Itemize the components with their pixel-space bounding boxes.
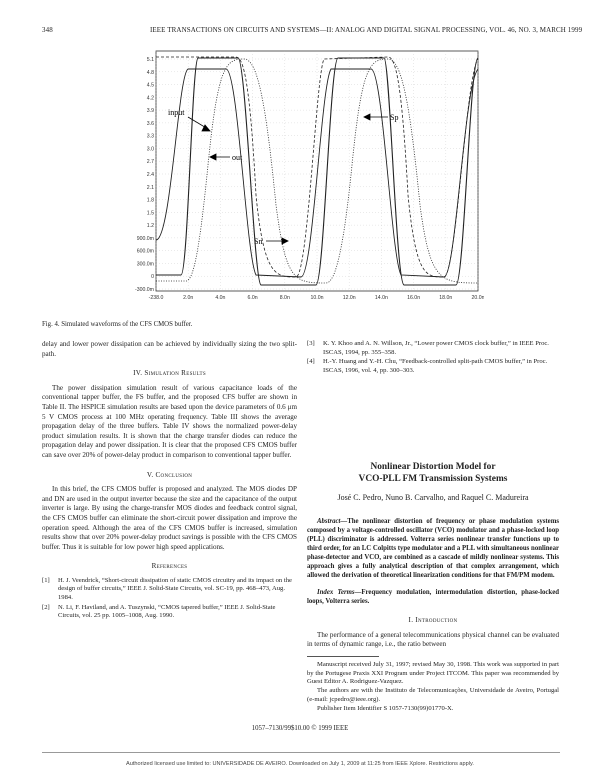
y-tick-label: 3.3 <box>146 133 154 140</box>
paper-title-line: VCO-PLL FM Transmission Systems <box>358 474 508 485</box>
reference-number: [3] <box>307 340 315 347</box>
index-terms-text: Frequency modulation, intermodulation distortion, phase-locked loops, Volterra series. <box>307 588 559 605</box>
reference-text: H.-Y. Huang and Y.-H. Chu, “Feedback-controlled split-path CMOS buffer,” in Proc. ISCAS, 1996, vol. 4, pp. 300–303. <box>323 358 548 374</box>
figure-caption: Fig. 4. Simulated waveforms of the CFS CMOS buffer. <box>42 321 193 328</box>
paragraph-introduction: The performance of a general telecommunications physical channel can be evaluated in terms of dynamic range, i.e., the ratio between <box>307 630 559 649</box>
abstract-text: The nonlinear distortion of frequency or phase modulation systems composed by a voltage-controlled oscillator (VCO) modulator and a phase-locked loop (PLL) discriminator is addressed. Volterra series nonlinear transfer functions up to third order, for an LC Colpitts type modulator and a PLL with simultaneous nonlinear phase-detector and VCO, are combined as a cascade of mildly nonlinear systems. This approach gives a fully analytical description of that complex arrangement, which allowed the derivation of theoretical linearization conditions for that FM/PM modem. <box>307 517 559 579</box>
plot-grid <box>156 51 478 291</box>
x-tick-label: 14.0n <box>374 295 388 301</box>
x-tick-label: 8.0n <box>279 295 290 301</box>
references-heading: References <box>151 562 188 571</box>
y-tick-label: 3.6 <box>146 120 154 127</box>
label-out: out <box>232 153 243 162</box>
x-tick-label: 4.0n <box>215 295 226 301</box>
y-tick-label: 1.2 <box>146 223 154 230</box>
y-tick-labels <box>135 57 154 293</box>
x-tick-label: 2.0n <box>183 295 194 301</box>
x-tick-labels <box>149 295 484 301</box>
abstract-label: Abstract— <box>317 517 348 525</box>
y-tick-label: 0 <box>151 274 154 281</box>
x-tick-label: -238.0 <box>148 295 164 301</box>
y-tick-label: 1.8 <box>146 197 154 204</box>
reference-number: [2] <box>42 603 50 611</box>
y-tick-label: 3.0 <box>146 146 154 153</box>
x-tick-label: 12.0n <box>342 295 356 301</box>
label-sn: Sn <box>254 237 263 246</box>
section-heading-simulation: IV. Simulation Results <box>133 369 206 378</box>
y-tick-label: 4.5 <box>146 82 154 89</box>
y-tick-label: -300.0m <box>134 287 154 293</box>
y-tick-label: 5.1 <box>146 57 154 63</box>
x-tick-label: 16.0n <box>407 295 421 301</box>
abstract <box>307 517 559 580</box>
reference-item <box>307 340 559 357</box>
y-tick-label: 1.5 <box>146 210 154 217</box>
y-tick-label: 2.1 <box>146 184 154 191</box>
footnote: The authors are with the Instituto de Telecomunicações, Universidade de Aveiro, Portugal (e-mail: jcpedro@ieee.org). <box>307 687 559 703</box>
label-sp: Sp <box>390 113 399 122</box>
footnote: Publisher Item Identifier S 1057-7130(99)01770-X. <box>317 704 454 712</box>
waveform-plot <box>126 45 484 313</box>
out-arrow-head <box>210 154 216 160</box>
journal-header: IEEE TRANSACTIONS ON CIRCUITS AND SYSTEMS—II: ANALOG AND DIGITAL SIGNAL PROCESSING, VOL. 46, NO. 3, MARCH 1999 <box>150 26 583 34</box>
reference-number: [4] <box>307 358 315 366</box>
x-tick-label: 18.0n <box>439 295 453 301</box>
footnote: Manuscript received July 31, 1997; revised May 30, 1998. This work was supported in part by the Portugese Praxis XXI Program under Project ITCOM. This paper was recommended by Guest Editor A. Rodriguez-Vazquez. <box>307 660 559 686</box>
y-tick-label: 300.0m <box>136 261 154 268</box>
reference-text: N. Li, F. Haviland, and A. Tuszynski, “CMOS tapered buffer,” IEEE J. Solid-State Circuits, vol. 25 pp. 1005–1008, Aug. 1990. <box>58 603 276 620</box>
reference-item <box>307 358 559 375</box>
reference-text: H. J. Veendrick, “Short-circuit dissipation of static CMOS circuitry and its impact on the design of buffer circuits,” IEEE J. Solid-State Circuits, vol. SC-19, pp. 468–473, Aug. 1984. <box>58 576 292 602</box>
footer-rule <box>42 752 560 753</box>
sn-arrow-head <box>282 238 288 244</box>
y-tick-label: 4.2 <box>146 95 154 102</box>
y-tick-label: 900.0m <box>136 235 154 242</box>
paragraph-continued: delay and lower power dissipation can be achieved by individually sizing the two split-path. <box>42 340 297 358</box>
left-column <box>42 340 297 622</box>
paragraph-conclusion: In this brief, the CFS CMOS buffer is proposed and analyzed. The MOS diodes DP and DN are used in the output inverter because the size and the capacitance of the output inverter is large. By using the charge-transfer MOS diodes and feedback control signal, the CFS CMOS buffer can eliminate the short-circuit power dissipation and improve the operation speed. Although the area of the CFS CMOS buffer is increased, simulation results show that over 20% power-delay product savings is possible with the CFS CMOS buffer. Thus it is suitable for low power high speed applications. <box>42 485 297 551</box>
paper-title-line: Nonlinear Distortion Model for <box>370 462 496 473</box>
y-tick-label: 600.0m <box>136 248 154 255</box>
index-terms <box>307 588 559 606</box>
section-heading-introduction: I. Introduction <box>408 615 458 624</box>
label-input: input <box>168 108 185 117</box>
copyright-line: 1057–7130/99$10.00 © 1999 IEEE <box>251 725 349 732</box>
authors: José C. Pedro, Nuno B. Carvalho, and Raquel C. Madureira <box>337 493 529 503</box>
authorized-use-notice: Authorized licensed use limited to: UNIVERSIDADE DE AVEIRO. Downloaded on July 1, 2009 at 11:25 from IEEE Xplore. Restrictions apply. <box>126 761 474 767</box>
waveform-input <box>156 69 478 277</box>
x-tick-label: 20.0n <box>471 295 484 301</box>
y-tick-label: 3.9 <box>146 108 154 115</box>
reference-number: [1] <box>42 576 50 584</box>
y-tick-label: 4.8 <box>146 69 154 76</box>
x-tick-label: 6.0n <box>247 295 258 301</box>
sp-arrow-head <box>364 114 370 120</box>
paragraph-simulation: The power dissipation simulation result of various capacitance loads of the conventional tapper buffer, the FS buffer, and the proposed CFS buffer are shown in Table II. The HSPICE simulation results are based upon the device parameters of 0.6 μm 5 V CMOS process at 100 MHz operating frequency. Table III shows the average propagation delay of the three buffers. Table IV shows the normalized power-delay product simulation results. It is shown that the charge transfer diodes can reduce the propagation delay and power dissipation. It is clear that the proposed CFS CMOS buffer can save over 20% of power-delay product in comparison to conventional tapper buffer. <box>42 383 297 459</box>
reference-item <box>42 577 297 603</box>
right-column <box>307 340 559 714</box>
x-tick-label: 10.0n <box>310 295 324 301</box>
page-number: 348 <box>42 26 53 34</box>
reference-text: K. Y. Khoo and A. N. Willson, Jr., “Lower power CMOS clock buffer,” in IEEE Proc. ISCAS, 1994, pp. 355–358. <box>323 340 549 356</box>
section-heading-conclusion: V. Conclusion <box>146 470 193 479</box>
paper-title <box>307 461 559 485</box>
figure-4 <box>126 45 484 313</box>
y-tick-label: 2.4 <box>146 172 154 178</box>
reference-item <box>42 604 297 621</box>
y-tick-label: 2.7 <box>146 159 154 166</box>
footnote-rule <box>307 656 379 657</box>
index-terms-label: Index Terms— <box>317 588 362 596</box>
